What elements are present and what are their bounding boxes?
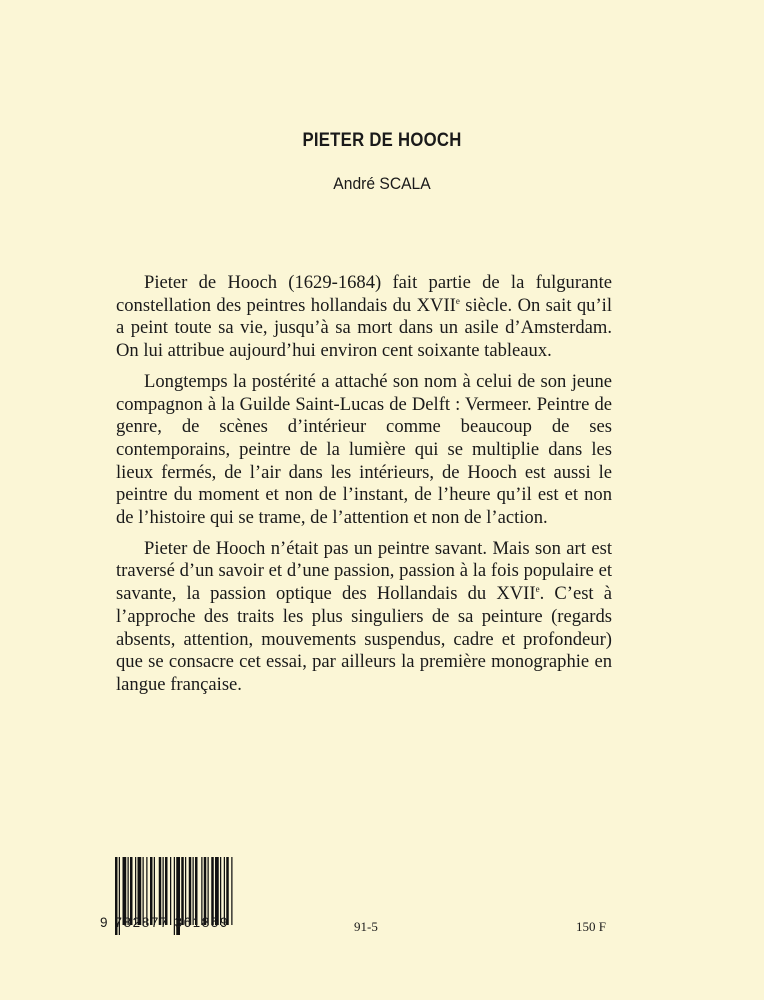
author-name: André SCALA — [333, 174, 431, 193]
isbn-digits: 9 782877 361859 — [100, 915, 230, 930]
price: 150 F — [576, 919, 606, 934]
paragraph-3-text-b: . C’est à l’approche des traits les plus singuliers de sa peinture (regards absents, attention, mouvements suspendus, cadre et profondeur) que se consacre cet essai, par ailleurs la première monographie en langue française. — [116, 583, 612, 695]
paragraph-1 — [116, 272, 612, 363]
paragraph-3 — [116, 538, 612, 697]
barcode — [113, 857, 253, 943]
barcode-bar — [231, 857, 232, 925]
paragraph-3-text-a: Pieter de Hooch n’était pas un peintre savant. Mais son art est traversé d’un savoir et d’une passion, passion à la fois populaire et savante, la passion optique des Hollandais du XVII — [116, 537, 612, 605]
book-title: PIETER DE HOOCH — [302, 130, 462, 151]
superscript-e: e — [455, 295, 460, 306]
superscript-e: e — [535, 584, 540, 595]
blurb-text — [116, 272, 612, 705]
catalog-code: 91-5 — [354, 919, 378, 934]
paragraph-1-text-b: siècle. On sait qu’il a peint toute sa vie, jusqu’à sa mort dans un asile d’Amsterdam. On lui attribue aujourd’hui environ cent soixante tableaux. — [116, 294, 612, 362]
barcode-bars — [113, 857, 253, 943]
paragraph-1-text-a: Pieter de Hooch (1629-1684) fait partie de la fulgurante constellation des peintres hollandais du XVII — [116, 272, 612, 316]
paragraph-2: Longtemps la postérité a attaché son nom à celui de son jeune compagnon à la Guilde Saint-Lucas de Delft : Vermeer. Peintre de genre, de scènes d’intérieur comme beaucoup de ses contemporains, peintre de la lumière qui se multiplie dans les lieux fermés, de l’air dans les intérieurs, de Hooch est aussi le peintre du moment et non de l’instant, de l’heure qu’il est et non de l’histoire qui se trame, de l’attention et non de l’action. — [116, 370, 612, 529]
